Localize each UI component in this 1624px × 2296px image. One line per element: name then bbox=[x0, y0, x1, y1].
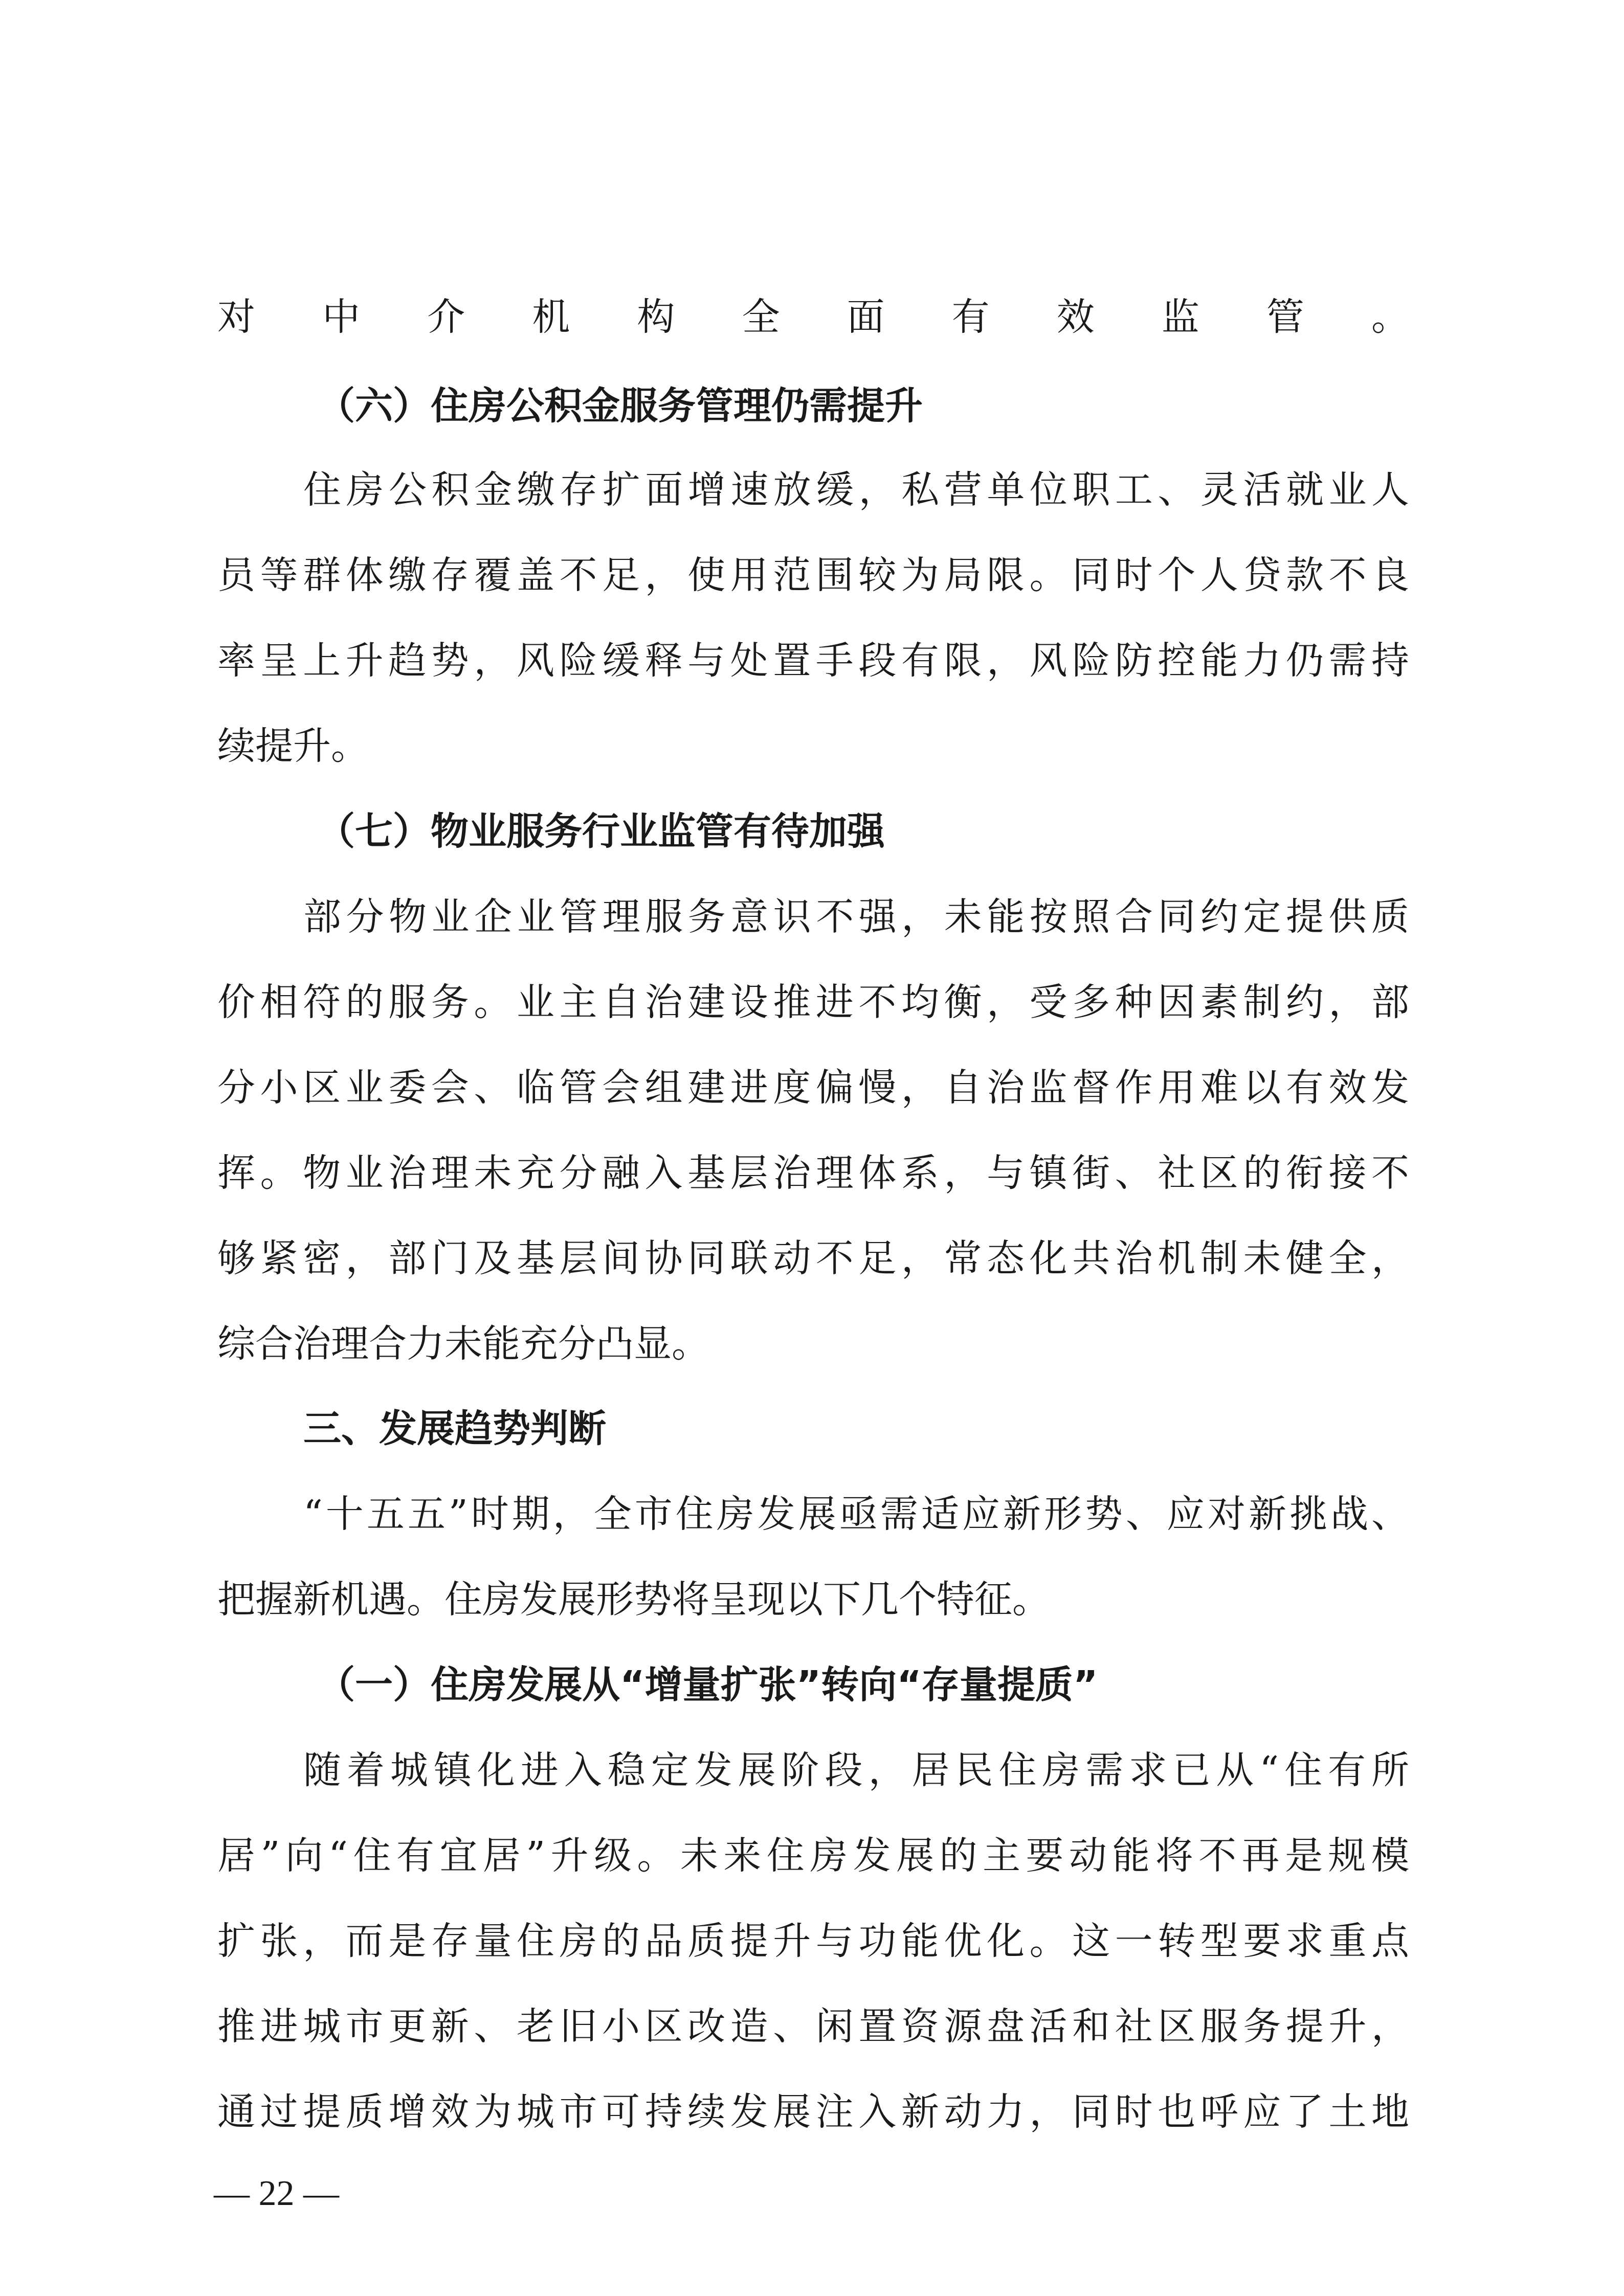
chapter-heading: 三、发展趋势判断 bbox=[303, 1407, 606, 1451]
paragraph-line: 综合治理合力未能充分凸显。 bbox=[217, 1322, 709, 1366]
section-heading: （六）住房公积金服务管理仍需提升 bbox=[317, 384, 923, 428]
paragraph-line: 推进城市更新、老旧小区改造、闲置资源盘活和社区服务提升， bbox=[217, 2005, 1409, 2049]
paragraph-line: 员等群体缴存覆盖不足，使用范围较为局限。同时个人贷款不良 bbox=[217, 553, 1409, 597]
paragraph-line: 挥。物业治理未充分融入基层治理体系，与镇街、社区的衔接不 bbox=[217, 1151, 1409, 1195]
paragraph-line: 价相符的服务。业主自治建设推进不均衡，受多种因素制约，部 bbox=[217, 980, 1409, 1024]
section-heading: （七）物业服务行业监管有待加强 bbox=[317, 809, 885, 853]
paragraph-line: 把握新机遇。住房发展形势将呈现以下几个特征。 bbox=[217, 1578, 1050, 1622]
paragraph-line: 率呈上升趋势，风险缓释与处置手段有限，风险防控能力仍需持 bbox=[217, 639, 1409, 683]
paragraph-line: 续提升。 bbox=[217, 724, 369, 768]
paragraph-line: 够紧密，部门及基层间协同联动不足，常态化共治机制未健全， bbox=[217, 1236, 1409, 1280]
paragraph-line: “十五五”时期，全市住房发展亟需适应新形势、应对新挑战、 bbox=[303, 1492, 1409, 1536]
paragraph-line: 分小区业委会、临管会组建进度偏慢，自治监督作用难以有效发 bbox=[217, 1066, 1409, 1110]
section-heading: （一）住房发展从“增量扩张”转向“存量提质” bbox=[317, 1663, 1098, 1707]
paragraph-line: 通过提质增效为城市可持续发展注入新动力，同时也呼应了土地 bbox=[217, 2090, 1409, 2134]
paragraph-line: 对中介机构全面有效监管。 bbox=[217, 295, 1409, 339]
paragraph-line: 扩张，而是存量住房的品质提升与功能优化。这一转型要求重点 bbox=[217, 1919, 1409, 1963]
page-number: — 22 — bbox=[214, 2174, 339, 2213]
paragraph-line: 随着城镇化进入稳定发展阶段，居民住房需求已从“住有所 bbox=[303, 1748, 1409, 1792]
paragraph-line: 部分物业企业管理服务意识不强，未能按照合同约定提供质 bbox=[303, 895, 1409, 939]
paragraph-line: 住房公积金缴存扩面增速放缓，私营单位职工、灵活就业人 bbox=[303, 468, 1409, 512]
paragraph-line: 居”向“住有宜居”升级。未来住房发展的主要动能将不再是规模 bbox=[217, 1834, 1409, 1878]
